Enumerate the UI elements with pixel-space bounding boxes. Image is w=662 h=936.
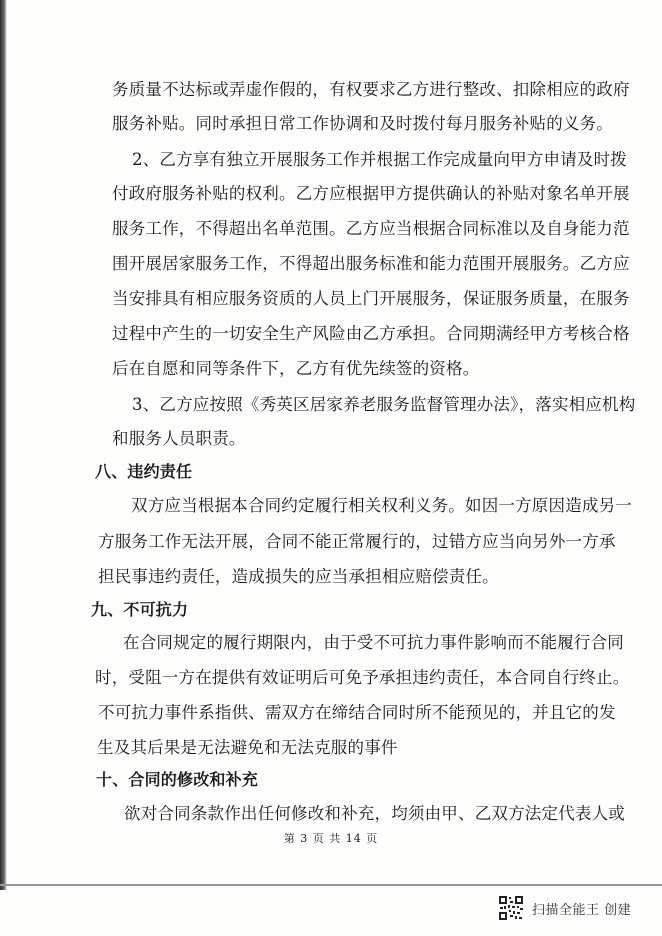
section-heading-amendment: 十、合同的修改和补充 — [96, 770, 259, 789]
text-line: 付政府服务补贴的权利。乙方应根据甲方提供确认的补贴对象名单开展 — [112, 184, 630, 203]
page-number: 第 3 页 共 14 页 — [283, 832, 379, 845]
text-line: 后在自愿和同等条件下，乙方有优先续签的资格。 — [112, 359, 480, 378]
section-heading-breach: 八、违约责任 — [95, 462, 193, 481]
text-line: 担民事违约责任，造成损失的应当承担相应赔偿责任。 — [98, 567, 499, 586]
scan-bottom-edge — [0, 884, 662, 886]
text-line: 当安排具有相应服务资质的人员上门开展服务，保证服务质量，在服务 — [112, 289, 630, 308]
qr-code-icon — [498, 895, 524, 921]
text-line: 时，受阻一方在提供有效证明后可免予承担违约责任，本合同自行终止。 — [95, 668, 630, 687]
text-line: 3、乙方应按照《秀英区居家养老服务监督管理办法》，落实相应机构 — [132, 395, 636, 414]
text-line: 欲对合同条款作出任何修改和补充，均须由甲、乙双方法定代表人或 — [124, 804, 625, 823]
text-line: 服务工作，不得超出名单范围。乙方应当根据合同标准以及自身能力范 — [112, 219, 630, 238]
watermark-text: 扫描全能王 创建 — [532, 902, 632, 918]
text-line: 2、乙方享有独立开展服务工作并根据工作完成量向甲方申请及时拨 — [132, 150, 627, 169]
text-line: 生及其后果是无法避免和无法克服的事件 — [97, 738, 398, 757]
text-line: 双方应当根据本合同约定履行相关权利义务。如因一方原因造成另一 — [131, 496, 632, 515]
text-line: 和服务人员职责。 — [112, 429, 246, 448]
scan-edge-shadow — [0, 0, 7, 890]
text-line: 在合同规定的履行期限内，由于受不可抗力事件影响而不能履行合同 — [123, 633, 624, 652]
text-line: 不可抗力事件系指供、需双方在缔结合同时所不能预见的，并且它的发 — [98, 703, 616, 722]
text-line: 方服务工作无法开展，合同不能正常履行的，过错方应当向另外一方承 — [98, 532, 616, 551]
text-line: 围开展居家服务工作，不得超出服务标准和能力范围开展服务。乙方应 — [112, 254, 630, 273]
scanner-watermark — [498, 893, 631, 923]
text-line: 务质量不达标或弄虚作假的，有权要求乙方进行整改、扣除相应的政府 — [112, 80, 630, 99]
section-heading-force-majeure: 九、不可抗力 — [91, 600, 189, 619]
text-line: 过程中产生的一切安全生产风险由乙方承担。合同期满经甲方考核合格 — [112, 324, 630, 343]
text-line: 服务补贴。同时承担日常工作协调和及时拨付每月服务补贴的义务。 — [112, 114, 613, 133]
